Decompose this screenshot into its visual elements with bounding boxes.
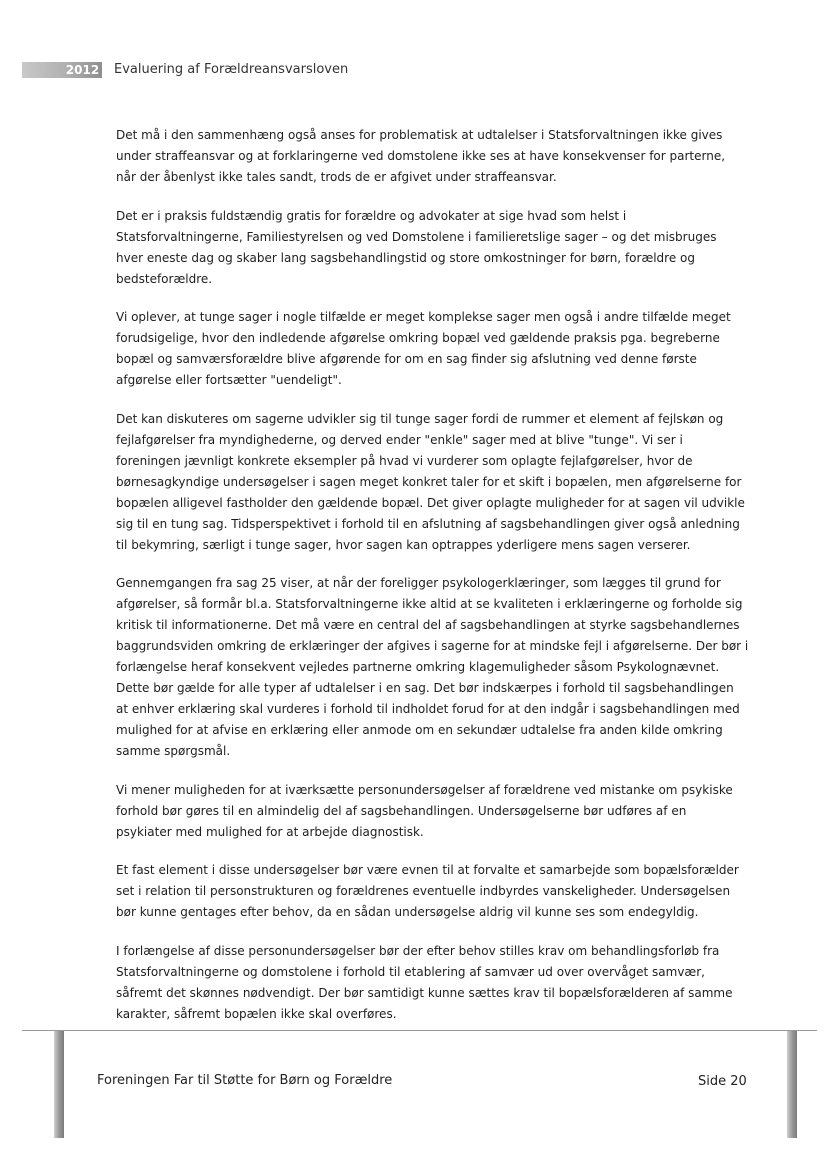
header-year: 2012 (65, 63, 100, 77)
text-line: bør kunne gentages efter behov, da en sådan undersøgelse aldrig vil kunne ses som endegyldig. (116, 905, 699, 919)
text-line: Gennemgangen fra sag 25 viser, at når der foreligger psykologerklæringer, som lægges til grund for (116, 576, 721, 590)
text-line: Dette bør gælde for alle typer af udtalelser i en sag. Det bør indskærpes i forhold til sagsbehandlingen (116, 681, 734, 695)
text-line: såfremt det skønnes nødvendigt. Der bør samtidigt kunne sættes krav til bopælsforælderen af samme (116, 985, 733, 1000)
text-line: afgørelse eller fortsætter "uendeligt". (116, 373, 342, 387)
text-line: Det er i praksis fuldstændig gratis for forældre og advokater at sige hvad som helst i (116, 208, 627, 223)
text-line: Vi mener muligheden for at iværksætte personundersøgelser af forældrene ved mistanke om psykiske (116, 782, 733, 797)
text-line: karakter, såfremt bopælen ikke skal overføres. (116, 1006, 397, 1021)
paragraph (116, 307, 744, 391)
text-line: bopæl og samværsforældre blive afgørende for om en sag finder sig afslutning ved denne første (116, 352, 697, 366)
paragraph (116, 780, 744, 843)
paragraph (116, 573, 749, 762)
footer-left-bar (54, 1031, 64, 1138)
text-line: til bekymring, særligt i tunge sager, hvor sagen kan optrappes yderligere mens sagen verserer. (116, 537, 691, 552)
paragraph (116, 206, 744, 290)
text-line: I forlængelse af disse personundersøgelser bør der efter behov stilles krav om behandlingsforløb fra (116, 943, 720, 958)
footer-right-bar (787, 1031, 797, 1138)
text-line: kritisk til informationerne. Det må være en central del af sagsbehandlingen at styrke sagsbehandlernes (116, 618, 740, 632)
text-line: mulighed for at afvise en erklæring eller anmode om en sekundær udtalelse fra anden kilde omkring (116, 723, 723, 737)
footer-divider (22, 1030, 817, 1031)
text-line: baggrundsviden omkring de erklæringer der afgives i sagerne for at mindske fejl i afgørelserne. Der bør i (116, 639, 749, 653)
paragraph (116, 941, 744, 1025)
text-line: forlængelse heraf konsekvent vejledes partnerne omkring klagemuligheder såsom Psykolognævnet. (116, 660, 720, 674)
text-line: børnesagkyndige undersøgelser i sagen meget konkret taler for et skift i bopælen, men afgørelserne for (116, 474, 742, 489)
text-line: Statsforvaltningerne, Familiestyrelsen og ved Domstolene i familieretslige sager – og det misbruges (116, 229, 717, 244)
text-line: Vi oplever, at tunge sager i nogle tilfælde er meget komplekse sager men også i andre tilfælde meget (116, 310, 731, 324)
text-line: at enhver erklæring skal vurderes i forhold til indholdet forud for at den indgår i sagsbehandlingen med (116, 702, 740, 716)
document-body (116, 125, 749, 1042)
paragraph (116, 860, 744, 923)
paragraph (116, 125, 744, 188)
text-line: foreningen jævnligt konkrete eksempler på hvad vi vurderer som oplagte fejlafgørelser, hvor de (116, 453, 693, 468)
text-line: afgørelser, så formår bl.a. Statsforvaltningerne ikke altid at se kvaliteten i erklæringerne og forholde sig (116, 597, 743, 611)
text-line: under straffeansvar og at forklaringerne ved domstolene ikke ses at have konsekvenser for parterne, (116, 149, 726, 163)
text-line: bedsteforældre. (116, 271, 213, 286)
text-line: Det kan diskuteres om sagerne udvikler sig til tunge sager fordi de rummer et element af fejlskøn og (116, 411, 724, 426)
text-line: når der åbenlyst ikke tales sandt, trods de er afgivet under straffeansvar. (116, 170, 557, 184)
header-title: Evaluering af Forældreansvarsloven (114, 62, 349, 77)
text-line: forudsigelige, hvor den indledende afgørelse omkring bopæl ved gældende praksis pga. begreberne (116, 331, 720, 345)
text-line: Et fast element i disse undersøgelser bør være evnen til at forvalte et samarbejde som bopælsforælder (116, 863, 739, 877)
text-line: sig til en tung sag. Tidsperspektivet i forhold til en afslutning af sagsbehandlingen giver også anledning (116, 516, 740, 531)
text-line: set i relation til personstrukturen og forældrenes eventuelle indbyrdes vanskeligheder. Undersøgelsen (116, 884, 731, 898)
text-line: samme spørgsmål. (116, 744, 231, 758)
footer-organization: Foreningen Far til Støtte for Børn og Forældre (97, 1073, 393, 1088)
page-number: Side 20 (698, 1074, 747, 1089)
text-line: Det må i den sammenhæng også anses for problematisk at udtalelser i Statsforvaltningen ikke gives (116, 128, 723, 142)
text-line: forhold bør gøres til en almindelig del af sagsbehandlingen. Undersøgelserne bør udføres af en (116, 803, 687, 818)
paragraph (116, 409, 744, 556)
text-line: fejlafgørelser fra myndighederne, og derved ender "enkle" sager med at blive "tunge". Vi ser i (116, 432, 683, 447)
text-line: psykiater med mulighed for at arbejde diagnostisk. (116, 824, 424, 839)
text-line: Statsforvaltningerne og domstolene i forhold til etablering af samvær ud over overvåget samvær, (116, 964, 705, 979)
text-line: bopælen alligevel fastholder den gældende bopæl. Det giver oplagte muligheder for at sagen vil udvikle (116, 495, 745, 510)
text-line: hver eneste dag og skaber lang sagsbehandlingstid og store omkostninger for børn, forældre og (116, 250, 695, 265)
